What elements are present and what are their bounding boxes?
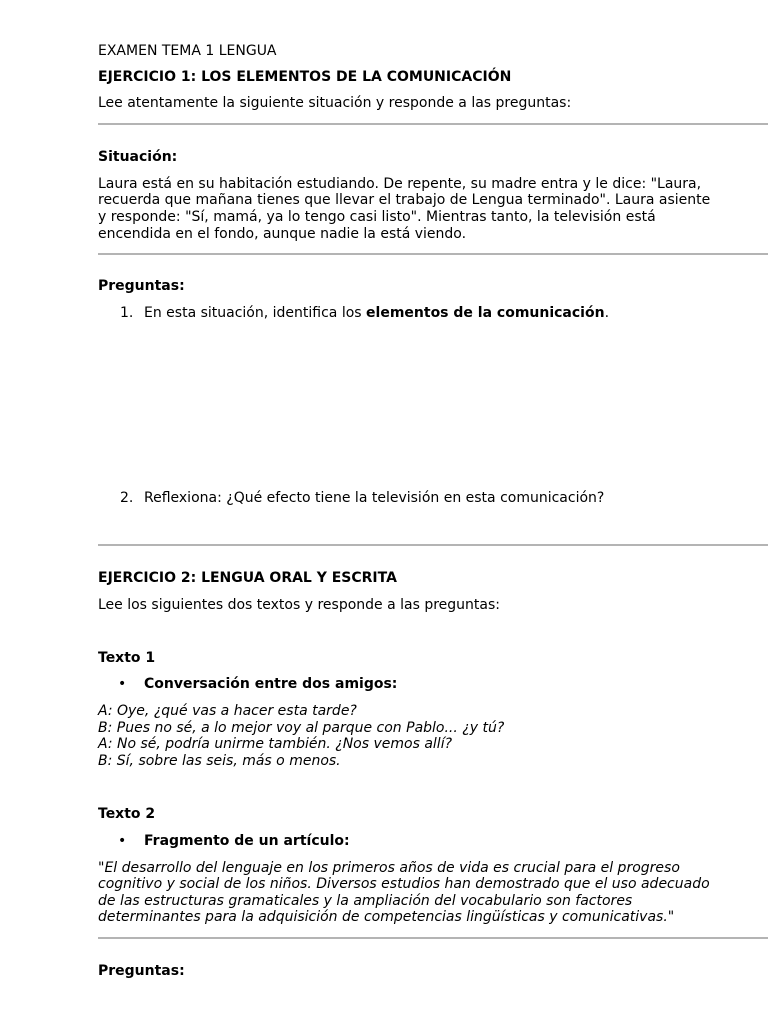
quote-close-mark: "	[667, 909, 675, 925]
question-1-text	[144, 305, 609, 321]
questions-label: Preguntas:	[98, 963, 185, 979]
quote-line: de las estructuras gramaticales y la ampliación del vocabulario son factores	[98, 893, 633, 909]
bullet-icon: •	[118, 833, 127, 849]
question-1-emphasis: elementos de la comunicación	[366, 305, 605, 321]
question-1-text-end: .	[604, 305, 610, 321]
dialogue-line: B: Pues no sé, a lo mejor voy al parque con Pablo... ¿y tú?	[98, 720, 505, 736]
divider	[98, 253, 768, 255]
question-1-text-start: En esta situación, identifica los	[144, 305, 367, 321]
divider	[98, 544, 768, 546]
exercise-2-heading: EJERCICIO 2: LENGUA ORAL Y ESCRITA	[98, 570, 397, 586]
quote-line: "El desarrollo del lenguaje en los primeros años de vida es crucial para el progreso	[98, 860, 680, 876]
question-1-number: 1.	[120, 305, 134, 321]
situation-line: encendida en el fondo, aunque nadie la está viendo.	[98, 226, 467, 242]
exam-title: EXAMEN TEMA 1 LENGUA	[98, 43, 277, 59]
question-2-number: 2.	[120, 490, 134, 506]
dialogue-line: A: No sé, podría unirme también. ¿Nos vemos allí?	[98, 736, 453, 752]
divider	[98, 123, 768, 125]
text-1-label: Texto 1	[98, 650, 156, 666]
quote-line: cognitivo y social de los niños. Diversos estudios han demostrado que el uso adecuado	[98, 876, 710, 892]
exercise-1-heading: EJERCICIO 1: LOS ELEMENTOS DE LA COMUNICACIÓN	[98, 69, 512, 85]
text-2-label: Texto 2	[98, 806, 156, 822]
situation-line: recuerda que mañana tienes que llevar el trabajo de Lengua terminado". Laura asiente	[98, 192, 711, 208]
situation-label: Situación:	[98, 149, 178, 165]
text-1-title: Conversación entre dos amigos:	[144, 676, 398, 692]
questions-label: Preguntas:	[98, 278, 185, 294]
text-2-title: Fragmento de un artículo:	[144, 833, 350, 849]
quote-line-text: determinantes para la adquisición de competencias lingüísticas y comunicativas.	[98, 909, 668, 925]
bullet-icon: •	[118, 676, 127, 692]
dialogue-line: A: Oye, ¿qué vas a hacer esta tarde?	[98, 703, 357, 719]
situation-line: Laura está en su habitación estudiando. De repente, su madre entra y le dice: "Laura,	[98, 176, 702, 192]
quote-line	[98, 909, 674, 925]
dialogue-line: B: Sí, sobre las seis, más o menos.	[98, 753, 341, 769]
exercise-2-intro: Lee los siguientes dos textos y responde a las preguntas:	[98, 597, 501, 613]
question-2-text: Reflexiona: ¿Qué efecto tiene la televisión en esta comunicación?	[144, 490, 605, 506]
exercise-1-intro: Lee atentamente la siguiente situación y responde a las preguntas:	[98, 95, 572, 111]
divider	[98, 937, 768, 939]
situation-line: y responde: "Sí, mamá, ya lo tengo casi listo". Mientras tanto, la televisión está	[98, 209, 656, 225]
